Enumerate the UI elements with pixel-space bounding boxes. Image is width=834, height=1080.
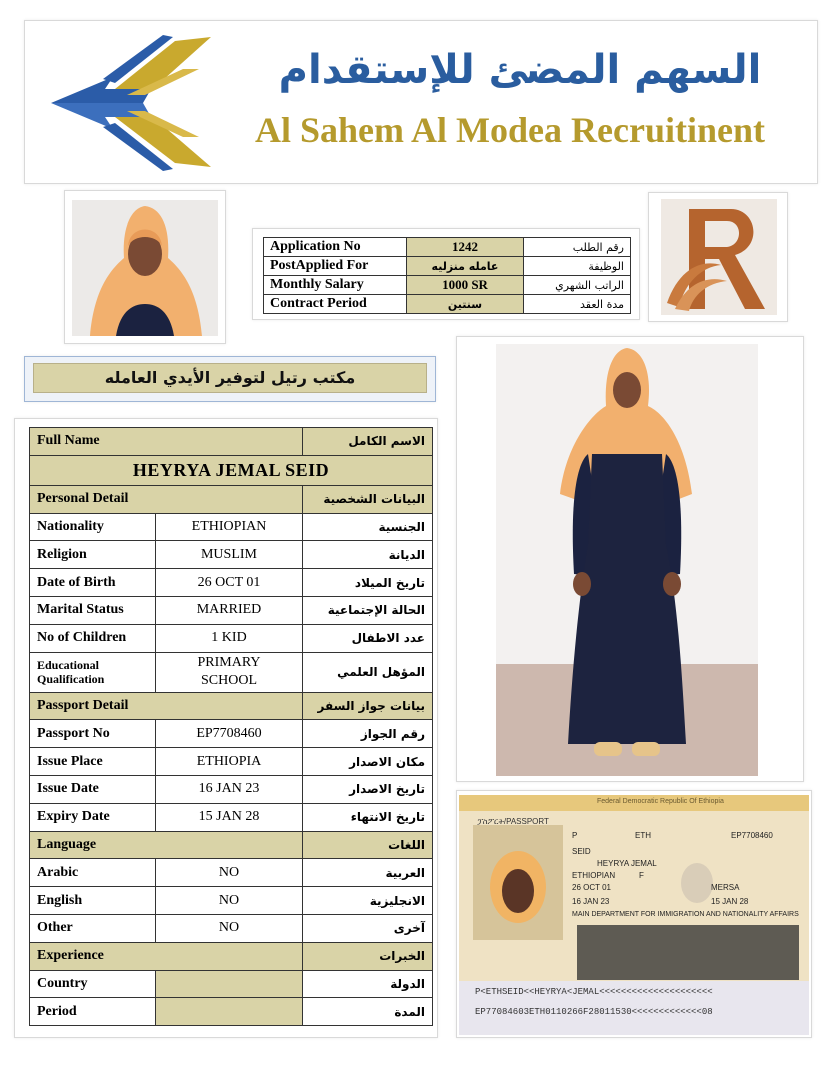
monthly-salary-value: 1000 SR — [407, 276, 524, 295]
religion-label: Religion — [30, 541, 156, 569]
children-value: 1 KID — [156, 624, 303, 652]
details-table — [29, 427, 433, 1026]
table-row — [30, 596, 433, 624]
country-label-ar: الدولة — [303, 970, 433, 998]
passport-surname: SEID — [572, 847, 591, 856]
passport-number: EP7708460 — [731, 831, 773, 840]
passport-detail-label: Passport Detail — [30, 692, 303, 720]
monthly-salary-label: Monthly Salary — [264, 276, 407, 295]
children-label-ar: عدد الاطفال — [303, 624, 433, 652]
contract-period-label-ar: مدة العقد — [524, 295, 631, 314]
full-name-value: HEYRYA JEMAL SEID — [30, 455, 433, 485]
section-header-language — [30, 831, 433, 859]
table-row — [30, 720, 433, 748]
english-value: NO — [156, 887, 303, 915]
education-label — [30, 652, 156, 692]
section-header-experience — [30, 942, 433, 970]
table-row — [30, 887, 433, 915]
table-row — [30, 624, 433, 652]
agency-banner — [24, 20, 818, 184]
section-header-passport — [30, 692, 433, 720]
education-value — [156, 652, 303, 692]
arrows-logo-icon — [43, 31, 223, 171]
table-row — [30, 803, 433, 831]
office-logo — [648, 192, 788, 322]
full-body-photo — [456, 336, 804, 782]
dob-value: 26 OCT 01 — [156, 569, 303, 597]
english-label-ar: الانجليزية — [303, 887, 433, 915]
passport-type: P — [572, 831, 578, 840]
full-name-row — [30, 455, 433, 485]
passport-expiry-date: 15 JAN 28 — [711, 897, 749, 906]
education-label-line-1: Educational — [37, 658, 100, 673]
r-monogram-icon — [661, 199, 777, 315]
arabic-value: NO — [156, 859, 303, 887]
full-name-label-ar: الاسم الكامل — [303, 428, 433, 456]
issue-date-label: Issue Date — [30, 775, 156, 803]
monthly-salary-label-ar: الراتب الشهري — [524, 276, 631, 295]
passport-given-names: HEYRYA JEMAL — [597, 859, 657, 868]
candidate-details — [14, 418, 438, 1038]
expiry-date-label-ar: تاريخ الانتهاء — [303, 803, 433, 831]
other-language-value: NO — [156, 914, 303, 942]
passport-no-value: EP7708460 — [156, 720, 303, 748]
table-row — [30, 541, 433, 569]
issue-place-value: ETHIOPIA — [156, 748, 303, 776]
marital-status-label: Marital Status — [30, 596, 156, 624]
portrait-image — [72, 200, 218, 336]
agency-name-arabic: السهم المضئ للإستقدام — [278, 47, 762, 93]
english-label: English — [30, 887, 156, 915]
table-row — [30, 652, 433, 692]
passport-mrz-line-2: EP77084603ETH0110266F28011530<<<<<<<<<<<<<08 — [475, 1007, 713, 1017]
table-row — [30, 914, 433, 942]
education-value-line-1: PRIMARY — [197, 655, 261, 671]
period-label: Period — [30, 998, 156, 1026]
passport-detail-label-ar: بيانات جواز السفر — [303, 692, 433, 720]
marital-status-label-ar: الحالة الإجتماعية — [303, 596, 433, 624]
application-no-label: Application No — [264, 238, 407, 257]
application-summary — [252, 228, 640, 320]
passport-authority: MAIN DEPARTMENT FOR IMMIGRATION AND NATIONALITY AFFAIRS — [572, 911, 799, 918]
experience-label-ar: الخبرات — [303, 942, 433, 970]
religion-value: MUSLIM — [156, 541, 303, 569]
children-label: No of Children — [30, 624, 156, 652]
dob-label-ar: تاريخ الميلاد — [303, 569, 433, 597]
passport-place-of-birth: MERSA — [711, 883, 740, 892]
table-row — [264, 276, 631, 295]
expiry-date-label: Expiry Date — [30, 803, 156, 831]
education-label-ar: المؤهل العلمي — [303, 652, 433, 692]
issue-date-value: 16 JAN 23 — [156, 775, 303, 803]
table-row — [264, 295, 631, 314]
passport-doc-label: ፓስፖርት/PASSPORT — [477, 817, 549, 826]
application-no-value: 1242 — [407, 238, 524, 257]
language-label-ar: اللغات — [303, 831, 433, 859]
passport-country-code: ETH — [635, 831, 651, 840]
nationality-label-ar: الجنسية — [303, 513, 433, 541]
table-row — [30, 970, 433, 998]
education-value-line-2: SCHOOL — [200, 673, 257, 689]
application-no-label-ar: رقم الطلب — [524, 238, 631, 257]
period-value — [156, 998, 303, 1026]
table-row — [30, 569, 433, 597]
marital-status-value: MARRIED — [156, 596, 303, 624]
country-label: Country — [30, 970, 156, 998]
country-value — [156, 970, 303, 998]
religion-label-ar: الديانة — [303, 541, 433, 569]
other-language-label: Other — [30, 914, 156, 942]
expiry-date-value: 15 JAN 28 — [156, 803, 303, 831]
issue-place-label: Issue Place — [30, 748, 156, 776]
table-row — [30, 748, 433, 776]
passport-issue-date: 16 JAN 23 — [572, 897, 610, 906]
office-name: مكتب رتيل لتوفير الأيدي العامله — [33, 363, 427, 393]
issue-date-label-ar: تاريخ الاصدار — [303, 775, 433, 803]
education-label-line-2: Qualification — [37, 672, 105, 687]
post-applied-value: عامله منزليه — [407, 257, 524, 276]
dob-label: Date of Birth — [30, 569, 156, 597]
nationality-value: ETHIOPIAN — [156, 513, 303, 541]
full-name-header-row — [30, 428, 433, 456]
issue-place-label-ar: مكان الاصدار — [303, 748, 433, 776]
post-applied-label: PostApplied For — [264, 257, 407, 276]
passport-sex: F — [639, 871, 644, 880]
table-row — [264, 257, 631, 276]
table-row — [30, 513, 433, 541]
personal-detail-label: Personal Detail — [30, 485, 303, 513]
contract-period-label: Contract Period — [264, 295, 407, 314]
passport-nationality: ETHIOPIAN — [572, 871, 616, 880]
agency-name-english: Al Sahem Al Modea Recruitinent — [255, 110, 765, 150]
period-label-ar: المدة — [303, 998, 433, 1026]
language-label: Language — [30, 831, 303, 859]
personal-detail-label-ar: البيانات الشخصية — [303, 485, 433, 513]
arabic-label-ar: العربية — [303, 859, 433, 887]
post-applied-label-ar: الوظيفة — [524, 257, 631, 276]
table-row — [30, 859, 433, 887]
table-row — [30, 998, 433, 1026]
experience-label: Experience — [30, 942, 303, 970]
passport-no-label: Passport No — [30, 720, 156, 748]
table-row — [30, 775, 433, 803]
application-table — [263, 237, 631, 314]
passport-scan — [456, 790, 812, 1038]
arabic-label: Arabic — [30, 859, 156, 887]
other-language-label-ar: آخرى — [303, 914, 433, 942]
office-banner — [24, 356, 436, 402]
nationality-label: Nationality — [30, 513, 156, 541]
contract-period-value: سنتين — [407, 295, 524, 314]
full-name-label: Full Name — [30, 428, 303, 456]
portrait-photo — [64, 190, 226, 344]
passport-dob: 26 OCT 01 — [572, 883, 611, 892]
passport-header: Federal Democratic Republic Of Ethiopia — [597, 798, 724, 805]
passport-no-label-ar: رقم الجواز — [303, 720, 433, 748]
section-header-personal — [30, 485, 433, 513]
full-body-image — [496, 344, 758, 776]
passport-mrz-line-1: P<ETHSEID<<HEYRYA<JEMAL<<<<<<<<<<<<<<<<<<<<< — [475, 987, 713, 997]
table-row — [264, 238, 631, 257]
